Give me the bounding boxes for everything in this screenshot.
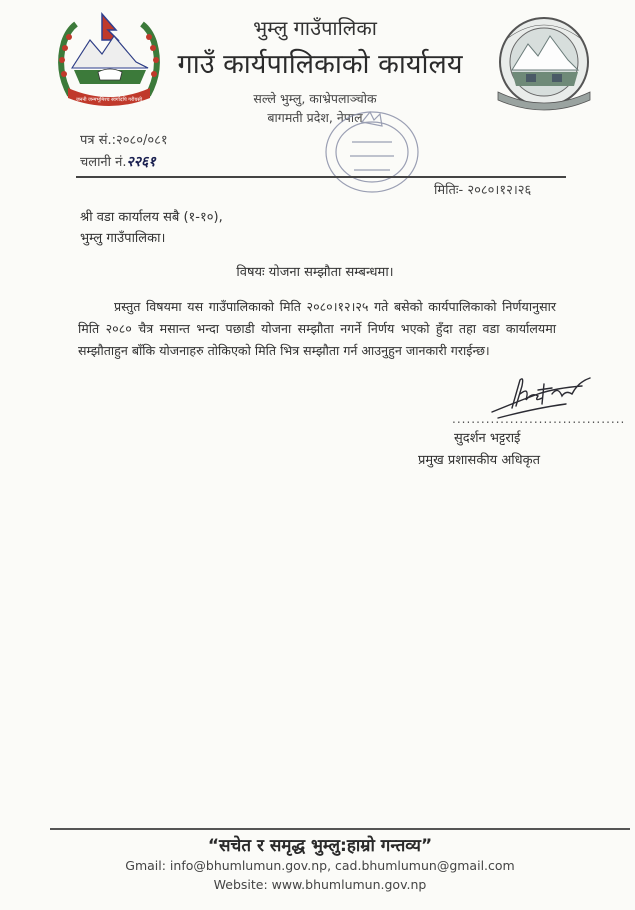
header-divider (76, 176, 566, 178)
dispatch-number (80, 152, 156, 171)
municipality-seal-logo (488, 14, 600, 114)
footer-slogan: “सचेत र समृद्ध भुम्लु:हाम्रो गन्तव्य” (207, 836, 433, 856)
letter-date: मितिः- २०८०।१२।२६ (434, 183, 532, 198)
letter-reference-number: पत्र सं.:२०८०/०८१ (80, 133, 168, 148)
address-line: सल्ले भुम्लु, काभ्रेपलाञ्चोक (253, 91, 377, 106)
office-stamp (322, 108, 422, 198)
footer-email: Gmail: info@bhumlumun.gov.np, cad.bhumlumun@gmail.com (125, 858, 515, 873)
svg-text:जननी जन्मभूमिश्च स्वर्गादपि गर: जननी जन्मभूमिश्च स्वर्गादपि गरीयसी (75, 97, 143, 103)
letter-body: प्रस्तुत विषयमा यस गाउँपालिकाको मिति २०८०।१२।२५ गते बसेको कार्यपालिकाको निर्णयानुसार मिति २०८० चैत्र मसान्त भन्दा पछाडी योजना सम्झौता नगर्ने निर्णय भएको हुँदा तहा वडा कार्यालयमा सम्झौताहुन बाँकि योजनाहरु तोकिएको मिति भित्र सम्झौता गर्न आउनुहुन जानकारी गराईन्छ। (78, 299, 556, 358)
office-title: गाउँ कार्यपालिकाको कार्यालय (177, 49, 463, 80)
recipient-line: श्री वडा कार्यालय सबै (१-१०), (80, 210, 223, 225)
signatory-name: सुदर्शन भट्टराई (454, 431, 521, 446)
letter-subject: विषयः योजना सम्झौता सम्बन्धमा। (236, 265, 394, 280)
signature-line: .................................... (452, 412, 626, 426)
signatory-title: प्रमुख प्रशासकीय अधिकृत (418, 453, 541, 468)
province-line: बागमती प्रदेश, नेपाल (267, 110, 363, 125)
footer-website: Website: www.bhumlumun.gov.np (213, 877, 427, 892)
recipient-line: भुम्लु गाउँपालिका। (80, 231, 166, 246)
dispatch-number-handwritten: २२६१ (126, 154, 156, 170)
dispatch-label: चलानी नं. (80, 155, 127, 170)
footer-divider (50, 828, 630, 830)
municipality-name: भुम्लु गाउँपालिका (253, 16, 377, 40)
